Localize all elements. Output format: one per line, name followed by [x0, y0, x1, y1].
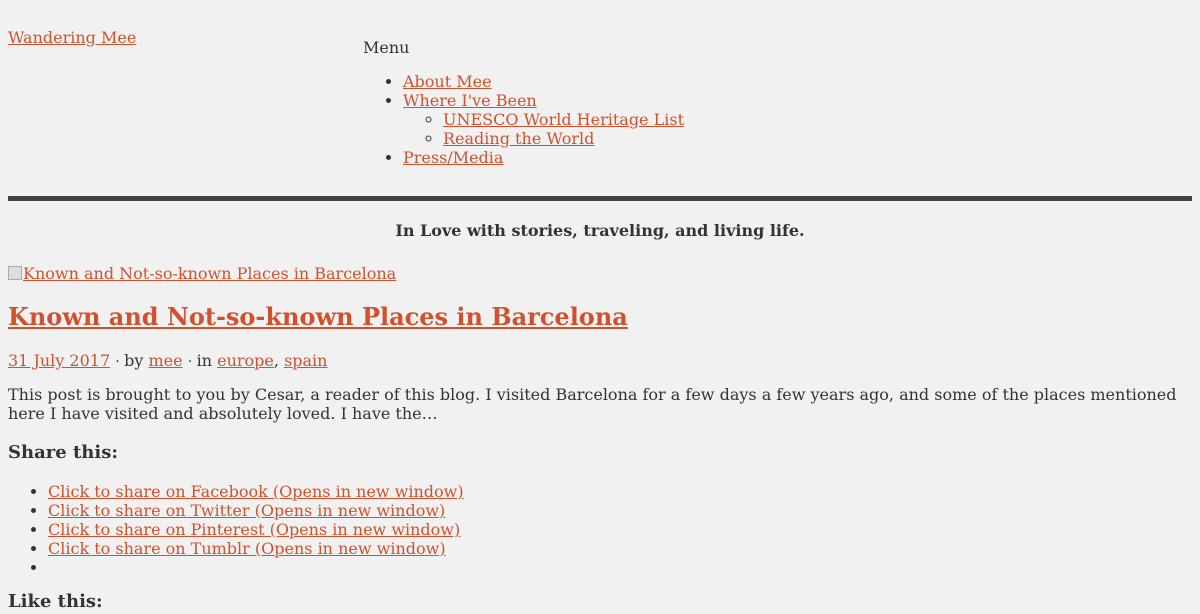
nav-link-where-ive-been[interactable]: Where I've Been: [403, 91, 537, 110]
nav-menu-list: [363, 72, 684, 167]
post-date-link[interactable]: 31 July 2017: [8, 351, 111, 370]
site-tagline: In Love with stories, traveling, and living life.: [395, 221, 805, 240]
share-item-facebook: [48, 482, 464, 501]
post-excerpt: This post is brought to you by Cesar, a reader of this blog. I visited Barcelona for a few days a few years ago, and some of the places mentioned here I have visited and absolutely loved. I have the…: [8, 385, 1177, 423]
meta-separator: ·: [115, 354, 125, 370]
nav-item-about: [403, 72, 684, 91]
author-link[interactable]: mee: [148, 351, 183, 370]
by-label: by: [124, 351, 144, 370]
category-link-europe[interactable]: europe: [217, 351, 274, 370]
featured-image-alt-text: Known and Not-so-known Places in Barcelona: [23, 264, 397, 283]
share-twitter-link[interactable]: Click to share on Twitter (Opens in new window): [48, 501, 446, 520]
nav-link-unesco-list[interactable]: UNESCO World Heritage List: [443, 110, 684, 129]
share-item-twitter: [48, 501, 464, 520]
header-divider: [8, 196, 1192, 201]
category-comma: ,: [273, 351, 285, 370]
share-facebook-link[interactable]: Click to share on Facebook (Opens in new window): [48, 482, 464, 501]
main-navigation: [363, 37, 684, 167]
post-title: [8, 301, 628, 332]
featured-image-link[interactable]: [8, 263, 396, 284]
share-item-pinterest: [48, 520, 464, 539]
meta-separator: ·: [187, 354, 197, 370]
post-title-link[interactable]: Known and Not-so-known Places in Barcelona: [8, 302, 628, 331]
nav-link-reading-the-world[interactable]: Reading the World: [443, 129, 595, 148]
nav-link-about-mee[interactable]: About Mee: [403, 72, 492, 91]
share-heading: Share this:: [8, 442, 118, 463]
share-tumblr-link[interactable]: Click to share on Tumblr (Opens in new window): [48, 539, 446, 558]
nav-item-press: [403, 148, 684, 167]
nav-submenu: [403, 110, 684, 148]
nav-link-press-media[interactable]: Press/Media: [403, 148, 504, 167]
share-links-list: [8, 482, 464, 577]
like-heading: Like this:: [8, 591, 103, 612]
share-item-empty: [48, 558, 464, 577]
nav-subitem-unesco: [443, 110, 684, 129]
menu-label[interactable]: Menu: [363, 38, 410, 57]
share-item-tumblr: [48, 539, 464, 558]
post-meta: [8, 350, 327, 373]
site-title-link[interactable]: Wandering Mee: [8, 28, 137, 47]
nav-item-where-ive-been: [403, 91, 684, 148]
share-pinterest-link[interactable]: Click to share on Pinterest (Opens in new window): [48, 520, 461, 539]
nav-subitem-reading: [443, 129, 684, 148]
in-label: in: [196, 351, 213, 370]
broken-image-icon: [8, 266, 22, 280]
category-link-spain[interactable]: spain: [284, 351, 328, 370]
